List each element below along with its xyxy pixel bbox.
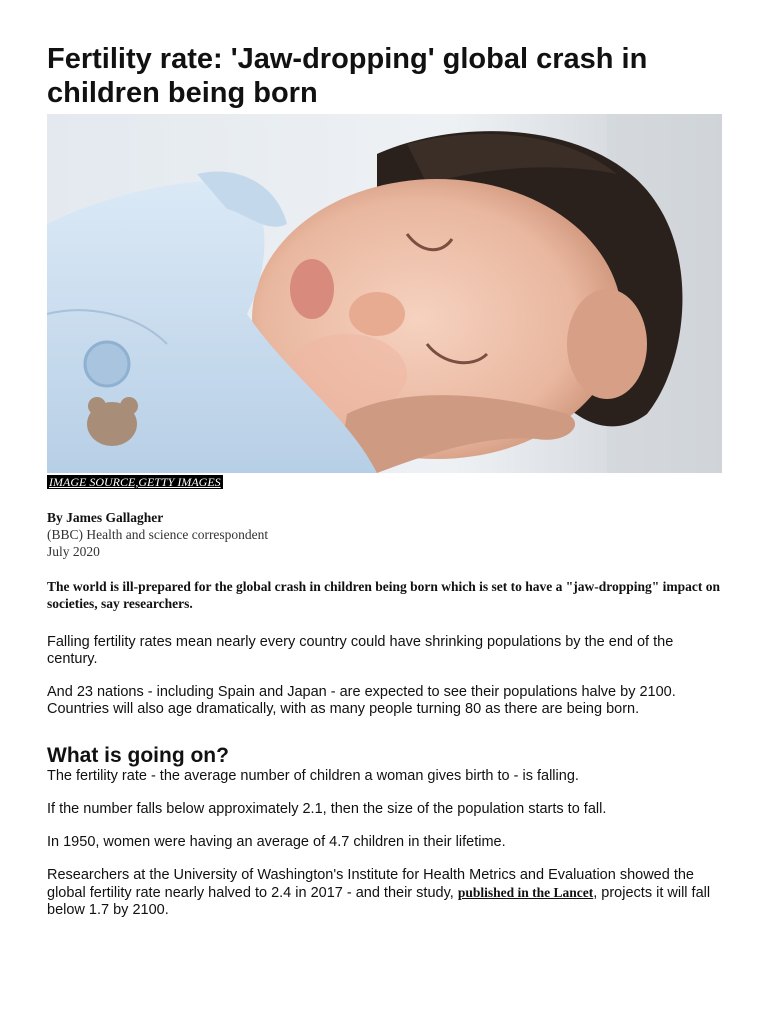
sleeping-baby-illustration — [47, 114, 722, 473]
article-title: Fertility rate: 'Jaw-dropping' global crash in children being born — [47, 43, 648, 109]
body-paragraph-1: Falling fertility rates mean nearly every country could have shrinking populations by the end of the century. — [47, 634, 674, 667]
publish-date: July 2020 — [47, 544, 100, 559]
section-paragraph-2: If the number falls below approximately 2.1, then the size of the population starts to fall. — [47, 801, 607, 817]
section-paragraph-3: In 1950, women were having an average of 4.7 children in their lifetime. — [47, 834, 506, 850]
baby-photo — [47, 114, 722, 473]
section-heading: What is going on? — [47, 744, 229, 767]
section-paragraph-4 — [47, 867, 722, 919]
author-role: (BBC) Health and science correspondent — [47, 527, 269, 542]
byline — [47, 509, 722, 560]
section-paragraph-1: The fertility rate - the average number of children a woman gives birth to - is falling. — [47, 768, 579, 784]
article — [47, 0, 722, 919]
paragraph-text-before-link: Researchers at the University of Washington's Institute for Health Metrics and Evaluation showed the global fertility rate nearly halved to 2.4 in 2017 - and their study, — [47, 867, 694, 901]
paragraph-text-after-link: , projects it will fall below 1.7 by 2100. — [47, 885, 711, 918]
image-source-caption: IMAGE SOURCE,GETTY IMAGES — [49, 475, 221, 489]
lancet-study-link[interactable]: published in the Lancet — [457, 885, 594, 900]
author-name: By James Gallagher — [47, 510, 164, 525]
body-paragraph-2: And 23 nations - including Spain and Japan - are expected to see their populations halve by 2100. Countries will also age dramatically, with as many people turning 80 as there are being born. — [47, 684, 676, 717]
lead-paragraph: The world is ill-prepared for the global crash in children being born which is set to have a "jaw-dropping" impact on societies, say researchers. — [47, 579, 721, 611]
